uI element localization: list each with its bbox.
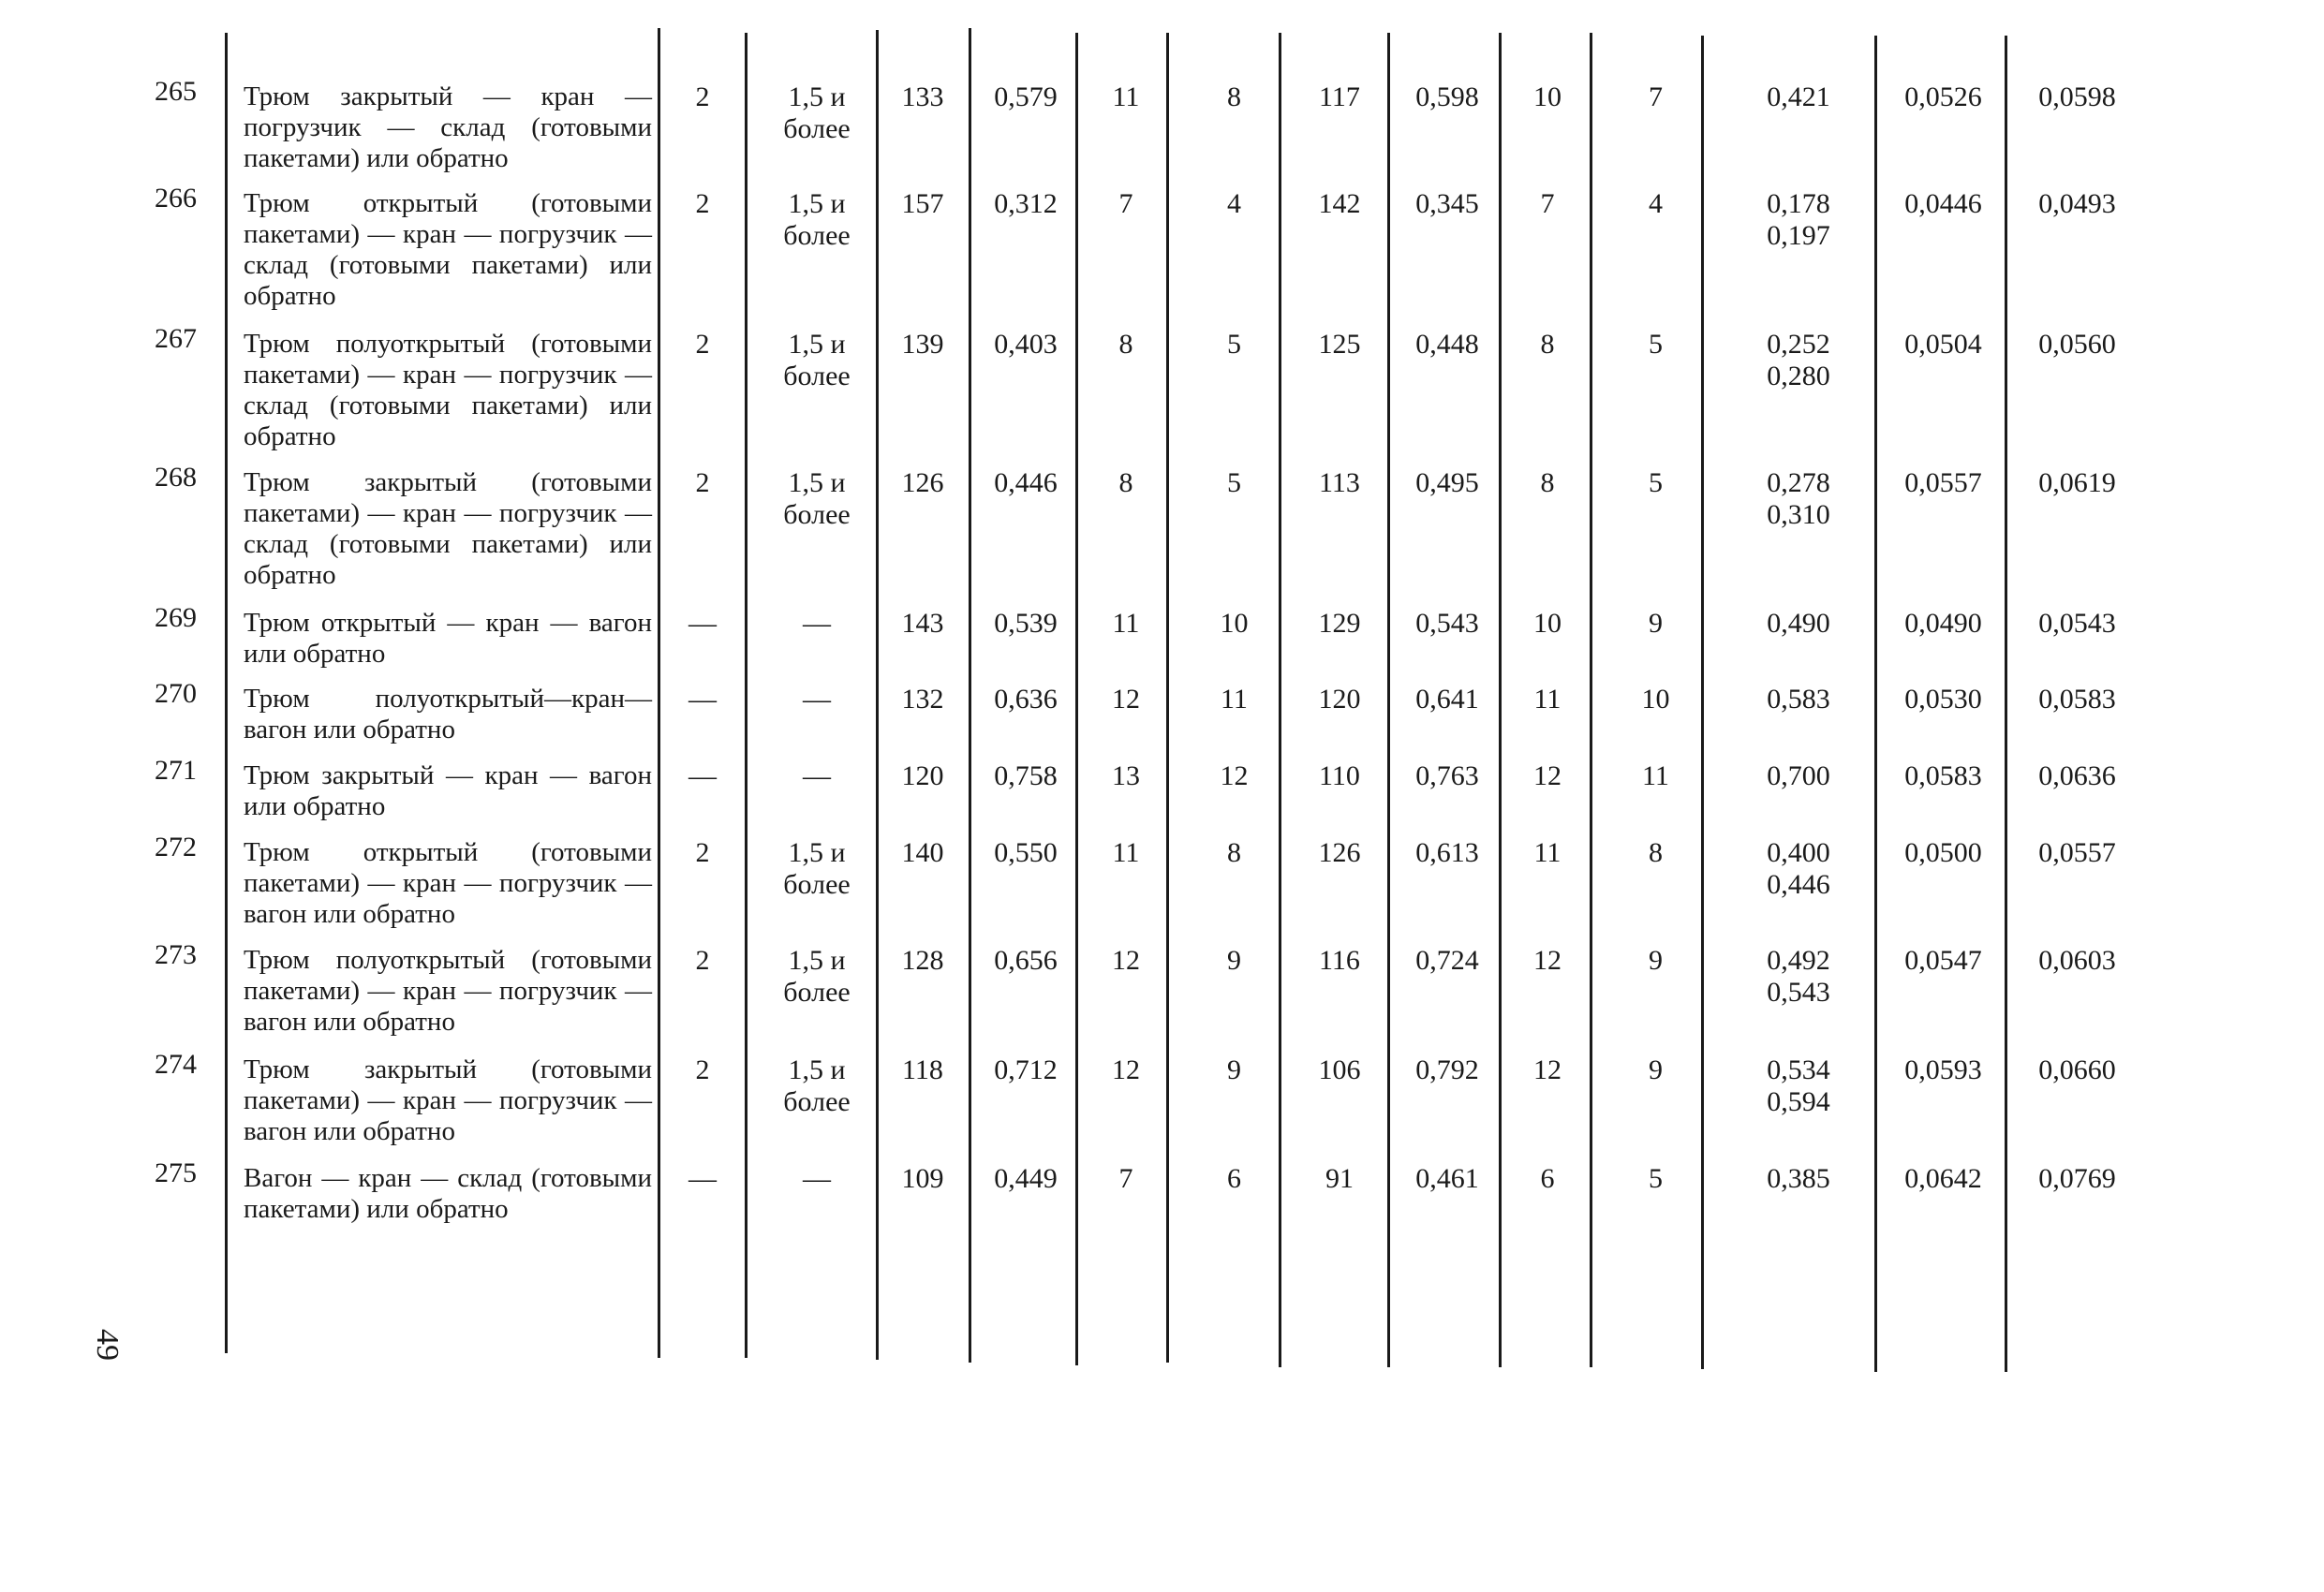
- cell-c4: 0,579: [994, 81, 1058, 112]
- cell-c5: 11: [1112, 81, 1140, 112]
- cell-c2: 1,5 и более: [783, 81, 851, 144]
- operation-description: Трюм полуоткрытый (готовыми пакетами) — кран — погрузчик — склад (готовыми пакетами) или обратно: [244, 329, 652, 451]
- row-number: 269: [155, 602, 197, 633]
- cell-c13: 0,0660: [2038, 1054, 2116, 1085]
- cell-c7: 129: [1318, 608, 1361, 639]
- operation-description: Трюм полуоткрытый (готовыми пакетами) — кран — погрузчик — вагон или обратно: [244, 945, 652, 1037]
- cell-c13: 0,0636: [2038, 760, 2116, 791]
- cell-c2: 1,5 и более: [783, 329, 851, 391]
- column-rule: [1590, 33, 1592, 1367]
- cell-c7: 125: [1318, 329, 1361, 360]
- cell-c13: 0,0543: [2038, 608, 2116, 639]
- cell-c13: 0,0493: [2038, 188, 2116, 219]
- operation-description: Трюм открытый (готовыми пакетами) — кран — погрузчик — вагон или обратно: [244, 837, 652, 929]
- cell-c6: 5: [1227, 329, 1241, 360]
- row-number: 273: [155, 939, 197, 970]
- cell-c3: 133: [901, 81, 944, 112]
- cell-c9: 8: [1540, 329, 1555, 360]
- cell-c7: 91: [1325, 1163, 1354, 1194]
- cell-c12: 0,0500: [1904, 837, 1982, 868]
- cell-c6: 8: [1227, 81, 1241, 112]
- cell-c3: 126: [901, 467, 944, 498]
- cell-c6: 12: [1220, 760, 1249, 791]
- cell-c13: 0,0603: [2038, 945, 2116, 976]
- cell-c10: 5: [1649, 467, 1663, 498]
- cell-c5: 7: [1118, 188, 1133, 219]
- cell-c5: 8: [1118, 329, 1133, 360]
- cell-c10: 9: [1649, 945, 1663, 976]
- cell-c9: 11: [1533, 837, 1562, 868]
- cell-c12: 0,0446: [1904, 188, 1982, 219]
- column-rule: [1075, 33, 1078, 1365]
- row-number: 267: [155, 323, 197, 354]
- row-number: 272: [155, 832, 197, 862]
- operation-description: Трюм открытый (готовыми пакетами) — кран — погрузчик — склад (готовыми пакетами) или обратно: [244, 188, 652, 311]
- column-rule: [658, 28, 660, 1358]
- cell-c9: 10: [1533, 81, 1562, 112]
- cell-c12: 0,0593: [1904, 1054, 1982, 1085]
- cell-c7: 117: [1319, 81, 1360, 112]
- cell-c12: 0,0504: [1904, 329, 1982, 360]
- cell-c2: 1,5 и более: [783, 945, 851, 1008]
- cell-c9: 7: [1540, 188, 1555, 219]
- cell-c11: 0,278 0,310: [1767, 467, 1830, 530]
- cell-c8: 0,345: [1415, 188, 1479, 219]
- row-number: 274: [155, 1049, 197, 1080]
- cell-c4: 0,449: [994, 1163, 1058, 1194]
- cell-c8: 0,641: [1415, 684, 1479, 715]
- cell-c11: 0,492 0,543: [1767, 945, 1830, 1008]
- cell-c8: 0,724: [1415, 945, 1479, 976]
- column-rule: [1387, 33, 1390, 1367]
- cell-c2: —: [803, 608, 831, 639]
- cell-c4: 0,550: [994, 837, 1058, 868]
- column-rule: [969, 28, 971, 1363]
- cell-c7: 142: [1318, 188, 1361, 219]
- page-number: 49: [90, 1329, 125, 1361]
- cell-c13: 0,0560: [2038, 329, 2116, 360]
- cell-c3: 109: [901, 1163, 944, 1194]
- cell-c3: 140: [901, 837, 944, 868]
- cell-c8: 0,763: [1415, 760, 1479, 791]
- cell-c5: 12: [1112, 945, 1140, 976]
- cell-c3: 139: [901, 329, 944, 360]
- operation-description: Трюм открытый — кран — вагон или обратно: [244, 608, 652, 669]
- cell-c3: 157: [901, 188, 944, 219]
- cell-c11: 0,400 0,446: [1767, 837, 1830, 900]
- cell-c6: 6: [1227, 1163, 1241, 1194]
- cell-c11: 0,421: [1767, 81, 1830, 112]
- cell-c9: 6: [1540, 1163, 1555, 1194]
- cell-c2: 1,5 и более: [783, 837, 851, 900]
- cell-c2: —: [803, 760, 831, 791]
- cell-c1: 2: [695, 81, 710, 112]
- cell-c12: 0,0530: [1904, 684, 1982, 715]
- cell-c13: 0,0557: [2038, 837, 2116, 868]
- cell-c5: 7: [1118, 1163, 1133, 1194]
- cell-c2: —: [803, 1163, 831, 1194]
- cell-c3: 132: [901, 684, 944, 715]
- cell-c9: 11: [1533, 684, 1562, 715]
- row-number: 266: [155, 183, 197, 214]
- cell-c4: 0,656: [994, 945, 1058, 976]
- cell-c13: 0,0619: [2038, 467, 2116, 498]
- column-rule: [745, 33, 748, 1358]
- row-number: 271: [155, 755, 197, 786]
- cell-c5: 12: [1112, 684, 1140, 715]
- cell-c9: 12: [1533, 1054, 1562, 1085]
- cell-c5: 12: [1112, 1054, 1140, 1085]
- cell-c10: 8: [1649, 837, 1663, 868]
- cell-c6: 11: [1221, 684, 1248, 715]
- cell-c5: 11: [1112, 608, 1140, 639]
- cell-c12: 0,0583: [1904, 760, 1982, 791]
- cell-c2: —: [803, 684, 831, 715]
- cell-c8: 0,613: [1415, 837, 1479, 868]
- cell-c10: 9: [1649, 608, 1663, 639]
- operation-description: Трюм закрытый (готовыми пакетами) — кран — погрузчик — вагон или обратно: [244, 1054, 652, 1146]
- cell-c1: 2: [695, 188, 710, 219]
- row-number: 270: [155, 678, 197, 709]
- cell-c6: 9: [1227, 1054, 1241, 1085]
- cell-c3: 143: [901, 608, 944, 639]
- cell-c3: 128: [901, 945, 944, 976]
- cell-c13: 0,0769: [2038, 1163, 2116, 1194]
- cell-c12: 0,0547: [1904, 945, 1982, 976]
- operation-description: Трюм закрытый — кран — вагон или обратно: [244, 760, 652, 821]
- cell-c11: 0,490: [1767, 608, 1830, 639]
- cell-c2: 1,5 и более: [783, 467, 851, 530]
- cell-c7: 120: [1318, 684, 1361, 715]
- cell-c2: 1,5 и более: [783, 188, 851, 251]
- cell-c6: 10: [1220, 608, 1249, 639]
- cell-c9: 10: [1533, 608, 1562, 639]
- cell-c11: 0,178 0,197: [1767, 188, 1830, 251]
- cell-c9: 12: [1533, 945, 1562, 976]
- cell-c6: 5: [1227, 467, 1241, 498]
- operation-description: Трюм полуоткрытый—кран— вагон или обратно: [244, 684, 652, 744]
- cell-c12: 0,0642: [1904, 1163, 1982, 1194]
- cell-c1: 2: [695, 837, 710, 868]
- cell-c9: 12: [1533, 760, 1562, 791]
- cell-c6: 4: [1227, 188, 1241, 219]
- cell-c6: 8: [1227, 837, 1241, 868]
- cell-c10: 10: [1641, 684, 1670, 715]
- cell-c5: 13: [1112, 760, 1140, 791]
- column-rule: [1701, 36, 1704, 1369]
- cell-c7: 110: [1319, 760, 1360, 791]
- cell-c10: 4: [1649, 188, 1663, 219]
- cell-c8: 0,598: [1415, 81, 1479, 112]
- cell-c4: 0,712: [994, 1054, 1058, 1085]
- column-rule: [1166, 33, 1169, 1363]
- cell-c4: 0,539: [994, 608, 1058, 639]
- row-number: 265: [155, 76, 197, 107]
- cell-c11: 0,583: [1767, 684, 1830, 715]
- cell-c11: 0,700: [1767, 760, 1830, 791]
- cell-c1: —: [688, 760, 717, 791]
- cell-c5: 8: [1118, 467, 1133, 498]
- cell-c8: 0,543: [1415, 608, 1479, 639]
- cell-c7: 126: [1318, 837, 1361, 868]
- cell-c10: 5: [1649, 329, 1663, 360]
- cell-c4: 0,446: [994, 467, 1058, 498]
- cell-c4: 0,758: [994, 760, 1058, 791]
- cell-c1: —: [688, 1163, 717, 1194]
- cell-c8: 0,448: [1415, 329, 1479, 360]
- cell-c4: 0,312: [994, 188, 1058, 219]
- cell-c6: 9: [1227, 945, 1241, 976]
- column-rule: [1279, 33, 1281, 1367]
- cell-c10: 7: [1649, 81, 1663, 112]
- cell-c8: 0,495: [1415, 467, 1479, 498]
- cell-c8: 0,461: [1415, 1163, 1479, 1194]
- cell-c11: 0,252 0,280: [1767, 329, 1830, 391]
- operation-description: Трюм закрытый (готовыми пакетами) — кран — погрузчик — склад (готовыми пакетами) или обратно: [244, 467, 652, 590]
- cell-c7: 106: [1318, 1054, 1361, 1085]
- column-rule: [1874, 36, 1877, 1372]
- cell-c3: 118: [902, 1054, 943, 1085]
- operation-description: Вагон — кран — склад (готовыми пакетами) или обратно: [244, 1163, 652, 1224]
- cell-c12: 0,0557: [1904, 467, 1982, 498]
- row-number: 275: [155, 1157, 197, 1188]
- cell-c4: 0,636: [994, 684, 1058, 715]
- cell-c8: 0,792: [1415, 1054, 1479, 1085]
- operation-description: Трюм закрытый — кран — погрузчик — склад (готовыми пакетами) или обратно: [244, 81, 652, 173]
- cell-c13: 0,0598: [2038, 81, 2116, 112]
- cell-c5: 11: [1112, 837, 1140, 868]
- cell-c12: 0,0490: [1904, 608, 1982, 639]
- cell-c2: 1,5 и более: [783, 1054, 851, 1117]
- column-rule: [1499, 33, 1502, 1367]
- cell-c1: —: [688, 608, 717, 639]
- cell-c4: 0,403: [994, 329, 1058, 360]
- cell-c7: 113: [1319, 467, 1360, 498]
- cell-c1: 2: [695, 945, 710, 976]
- cell-c1: 2: [695, 1054, 710, 1085]
- cell-c9: 8: [1540, 467, 1555, 498]
- cell-c1: —: [688, 684, 717, 715]
- cell-c10: 9: [1649, 1054, 1663, 1085]
- cell-c13: 0,0583: [2038, 684, 2116, 715]
- cell-c10: 5: [1649, 1163, 1663, 1194]
- cell-c10: 11: [1642, 760, 1669, 791]
- cell-c1: 2: [695, 467, 710, 498]
- cell-c1: 2: [695, 329, 710, 360]
- cell-c12: 0,0526: [1904, 81, 1982, 112]
- cell-c3: 120: [901, 760, 944, 791]
- cell-c11: 0,534 0,594: [1767, 1054, 1830, 1117]
- row-number: 268: [155, 462, 197, 493]
- column-rule: [2005, 36, 2007, 1372]
- column-rule: [876, 30, 879, 1360]
- cell-c11: 0,385: [1767, 1163, 1830, 1194]
- cell-c7: 116: [1319, 945, 1360, 976]
